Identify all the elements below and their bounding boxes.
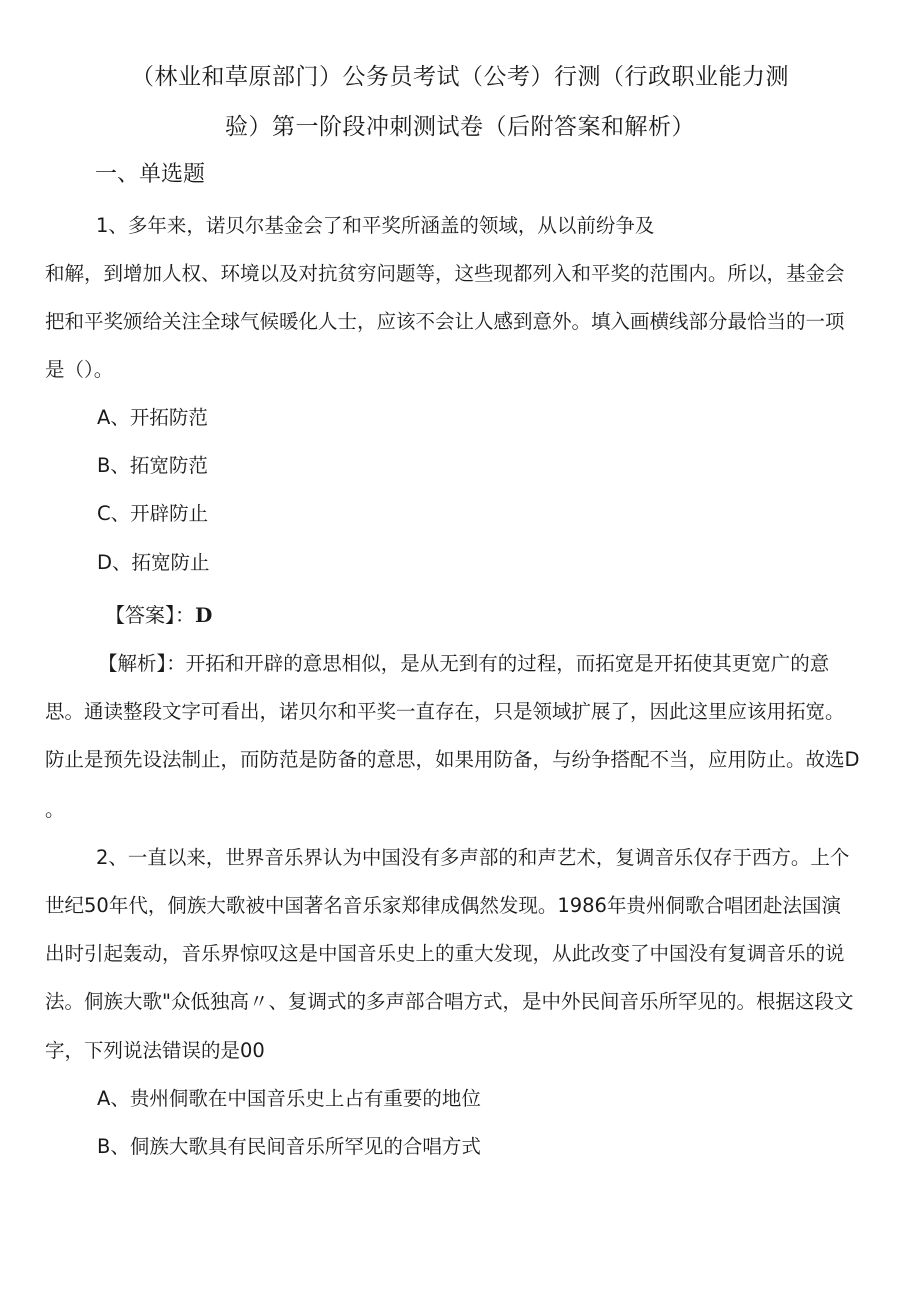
q2-option-b: B、侗族大歌具有民间音乐所罕见的合唱方式 (97, 1135, 481, 1158)
q2-stem-line-2: 世纪50年代，侗族大歌被中国著名音乐家郑律成偶然发现。1986年贵州侗歌合唱团赴法国演 (45, 894, 841, 917)
q2-stem-line-3: 出时引起轰动，音乐界惊叹这是中国音乐史上的重大发现，从此改变了中国没有复调音乐的说 (45, 942, 845, 965)
q1-stem-line-3: 把和平奖颁给关注全球气候暖化人士，应该不会让人感到意外。填入画横线部分最恰当的一项 (45, 310, 845, 333)
document-title-line-2: 验）第一阶段冲刺测试卷（后附答案和解析） (225, 114, 695, 140)
q2-stem-line-5: 字，下列说法错误的是00 (45, 1039, 265, 1062)
q1-stem-line-2: 和解，到增加人权、环境以及对抗贫穷问题等，这些现都列入和平奖的范围内。所以，基金会 (45, 262, 845, 285)
answer-value: D (195, 603, 213, 627)
q2-stem-line-1: 2、一直以来，世界音乐界认为中国没有多声部的和声艺术，复调音乐仅存于西方。上个 (96, 846, 850, 869)
q2-option-a: A、贵州侗歌在中国音乐史上占有重要的地位 (97, 1087, 481, 1110)
q1-analysis-line-1: 【解析】：开拓和开辟的意思相似，是从无到有的过程，而拓宽是开拓使其更宽广的意 (98, 652, 830, 675)
q1-option-a: A、开拓防范 (97, 406, 208, 429)
q1-analysis-line-4: 。 (45, 798, 65, 821)
q1-analysis-line-3: 防止是预先设法制止，而防范是防备的意思，如果用防备，与纷争搭配不当，应用防止。故选D (45, 748, 860, 771)
q1-analysis-line-2: 思。通读整段文字可看出，诺贝尔和平奖一直存在，只是领域扩展了，因此这里应该用拓宽。 (45, 700, 845, 723)
answer-label: 【答案】： (105, 603, 195, 627)
q1-option-d: D、拓宽防止 (97, 551, 210, 574)
q2-stem-line-4: 法。侗族大歌"众低独高〃、复调式的多声部合唱方式，是中外民间音乐所罕见的。根据这段文 (45, 990, 854, 1013)
q1-option-c: C、开辟防止 (97, 502, 209, 525)
section-heading: 一、单选题 (95, 162, 206, 187)
document-title-line-1: （林业和草原部门）公务员考试（公考）行测（行政职业能力测 (131, 64, 789, 90)
q1-answer (105, 600, 212, 630)
q1-stem-line-4: 是（）。 (45, 358, 114, 381)
q1-stem-line-1: 1、多年来，诺贝尔基金会了和平奖所涵盖的领域，从以前纷争及 (96, 214, 655, 237)
q1-option-b: B、拓宽防范 (97, 454, 208, 477)
